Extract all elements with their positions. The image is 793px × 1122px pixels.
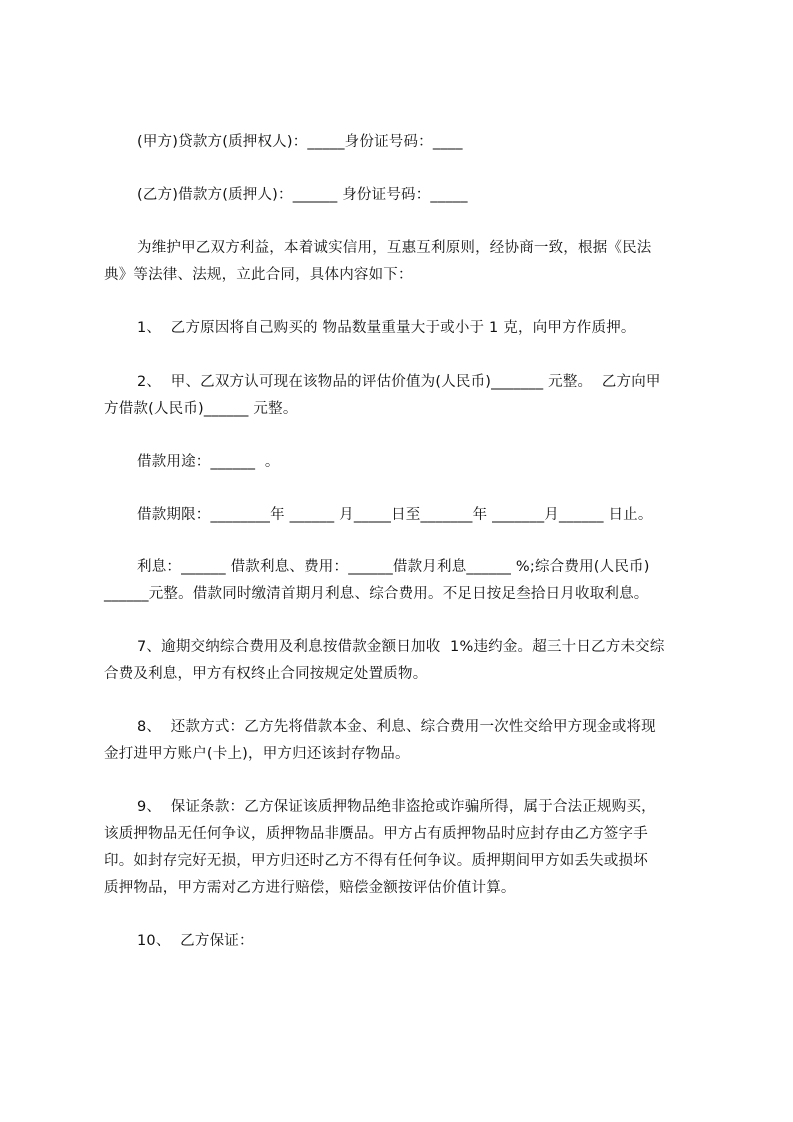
interest-line-2: ______元整。借款同时缴清首期月利息、综合费用。不足日按足叁拾日月收取利息。 bbox=[104, 586, 649, 602]
clause-10-line: 10、 乙方保证： bbox=[137, 933, 254, 949]
loan-term-line: 借款期限：________年 ______ 月_____日至_______年 _______月______ 日止。 bbox=[137, 507, 653, 523]
loan-purpose-line: 借款用途：______ 。 bbox=[137, 454, 280, 470]
interest-line-1: 利息：______ 借款利息、费用：______借款月利息______ %;综合费用(人民币) bbox=[137, 559, 650, 575]
party-b-line: (乙方)借款方(质押人)：______ 身份证号码：_____ bbox=[137, 187, 468, 203]
party-a-line: (甲方)贷款方(质押权人)：_____身份证号码：____ bbox=[137, 134, 463, 150]
clause-7-line-2: 合费及利息，甲方有权终止合同按规定处置质物。 bbox=[104, 666, 428, 682]
clause-9-line-3: 印。如封存完好无损，甲方归还时乙方不得有任何争议。质押期间甲方如丢失或损坏 bbox=[104, 853, 648, 869]
clause-9-line-4: 质押物品，甲方需对乙方进行赔偿，赔偿金额按评估价值计算。 bbox=[104, 880, 516, 896]
preamble-line-2: 典》等法律、法规，立此合同，具体内容如下： bbox=[104, 267, 413, 283]
clause-9-line-2: 该质押物品无任何争议，质押物品非赝品。甲方占有质押物品时应封存由乙方签字手 bbox=[104, 826, 648, 842]
preamble-line-1: 为维护甲乙双方利益，本着诚实信用，互惠互利原则，经协商一致，根据《民法 bbox=[137, 240, 652, 256]
clause-2-line-1: 2、 甲、乙双方认可现在该物品的评估价值为(人民币)_______ 元整。 乙方向甲 bbox=[137, 374, 661, 390]
clause-8-line-2: 金打进甲方账户(卡上)，甲方归还该封存物品。 bbox=[104, 746, 410, 762]
clause-1-line: 1、 乙方原因将自己购买的 物品数量重量大于或小于 1 克，向甲方作质押。 bbox=[137, 320, 636, 336]
clause-8-line-1: 8、 还款方式：乙方先将借款本金、利息、综合费用一次性交给甲方现金或将现 bbox=[137, 719, 656, 735]
clause-2-line-2: 方借款(人民币)______ 元整。 bbox=[104, 401, 298, 417]
clause-7-line-1: 7、逾期交纳综合费用及利息按借款金额日加收 1%违约金。超三十日乙方未交综 bbox=[137, 639, 665, 655]
clause-9-line-1: 9、 保证条款：乙方保证该质押物品绝非盗抢或诈骗所得，属于合法正规购买， bbox=[137, 799, 656, 815]
